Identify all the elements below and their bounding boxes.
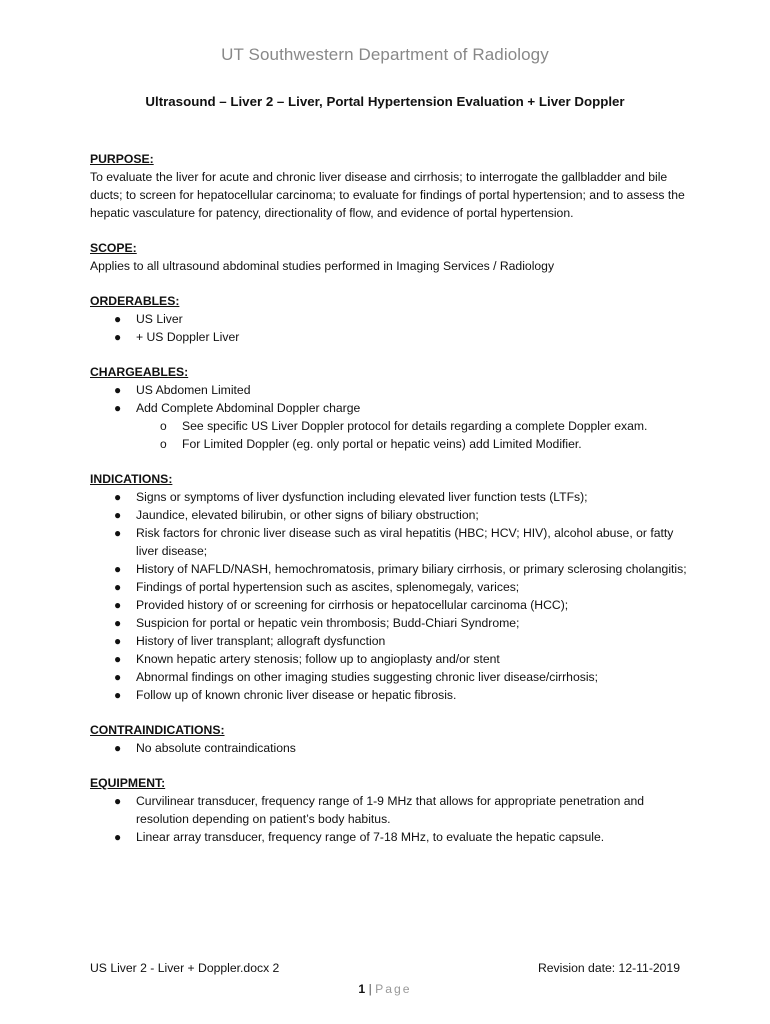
list-item bbox=[90, 399, 690, 453]
contraindications-heading: CONTRAINDICATIONS: bbox=[90, 723, 225, 737]
orderables-heading: ORDERABLES: bbox=[90, 294, 180, 308]
bullet-icon: ● bbox=[114, 830, 122, 844]
list-item bbox=[90, 614, 690, 632]
sublist-item bbox=[136, 417, 690, 435]
list-item-text: Risk factors for chronic liver disease such as viral hepatitis (HBC; HCV; HIV), alcohol abuse, or fatty liver disease; bbox=[136, 526, 674, 558]
list-item-text: Curvilinear transducer, frequency range of 1-9 MHz that allows for appropriate penetration and resolution depending on patient’s body habitus. bbox=[136, 794, 645, 826]
page-number-separator: | bbox=[368, 982, 372, 996]
page-label: Page bbox=[375, 982, 412, 996]
list-item-text: Follow up of known chronic liver disease or hepatic fibrosis. bbox=[136, 688, 457, 702]
list-item-text: Known hepatic artery stenosis; follow up to angioplasty and/or stent bbox=[136, 652, 500, 666]
bullet-icon: ● bbox=[114, 490, 122, 504]
list-item bbox=[90, 739, 690, 757]
sublist-item bbox=[136, 435, 690, 453]
purpose-heading: PURPOSE: bbox=[90, 152, 154, 166]
list-item bbox=[90, 668, 690, 686]
scope-section bbox=[90, 239, 690, 275]
indications-section bbox=[90, 470, 690, 704]
list-item-text: History of liver transplant; allograft dysfunction bbox=[136, 634, 386, 648]
page-number bbox=[0, 982, 770, 996]
document-body bbox=[90, 150, 690, 863]
bullet-icon: ● bbox=[114, 312, 122, 326]
bullet-icon: ● bbox=[114, 670, 122, 684]
list-item-text: US Liver bbox=[136, 312, 183, 326]
list-item bbox=[90, 381, 690, 399]
list-item-text: Signs or symptoms of liver dysfunction including elevated liver function tests (LTFs); bbox=[136, 490, 588, 504]
indications-list bbox=[90, 488, 690, 704]
list-item bbox=[90, 792, 690, 828]
sublist-item-text: For Limited Doppler (eg. only portal or hepatic veins) add Limited Modifier. bbox=[182, 437, 582, 451]
chargeables-section bbox=[90, 363, 690, 453]
chargeables-sublist bbox=[136, 417, 690, 453]
list-item-text: Provided history of or screening for cirrhosis or hepatocellular carcinoma (HCC); bbox=[136, 598, 569, 612]
scope-text: Applies to all ultrasound abdominal studies performed in Imaging Services / Radiology bbox=[90, 259, 555, 273]
purpose-text: To evaluate the liver for acute and chronic liver disease and cirrhosis; to interrogate the gallbladder and bile ducts; to screen for hepatocellular carcinoma; to evaluate for findings of portal hypertension; and to assess the hepatic vasculature for patency, directionality of flow, and evidence of portal hypertension. bbox=[90, 170, 685, 220]
list-item bbox=[90, 578, 690, 596]
chargeables-heading: CHARGEABLES: bbox=[90, 365, 189, 379]
bullet-icon: ● bbox=[114, 652, 122, 666]
department-header: UT Southwestern Department of Radiology bbox=[221, 45, 549, 64]
document-title: Ultrasound – Liver 2 – Liver, Portal Hypertension Evaluation + Liver Doppler bbox=[145, 94, 625, 109]
orderables-list bbox=[90, 310, 690, 346]
list-item bbox=[90, 686, 690, 704]
bullet-icon: ● bbox=[114, 526, 122, 540]
contraindications-list bbox=[90, 739, 690, 757]
bullet-icon: ● bbox=[114, 401, 122, 415]
list-item-text: Abnormal findings on other imaging studies suggesting chronic liver disease/cirrhosis; bbox=[136, 670, 599, 684]
scope-heading: SCOPE: bbox=[90, 241, 137, 255]
bullet-icon: ● bbox=[114, 634, 122, 648]
list-item-text: + US Doppler Liver bbox=[136, 330, 240, 344]
bullet-icon: ● bbox=[114, 794, 122, 808]
list-item-text: Add Complete Abdominal Doppler charge bbox=[136, 401, 361, 415]
list-item bbox=[90, 650, 690, 668]
bullet-icon: ● bbox=[114, 580, 122, 594]
bullet-icon: ● bbox=[114, 688, 122, 702]
list-item bbox=[90, 632, 690, 650]
list-item bbox=[90, 488, 690, 506]
list-item-text: Jaundice, elevated bilirubin, or other signs of biliary obstruction; bbox=[136, 508, 479, 522]
list-item bbox=[90, 560, 690, 578]
contraindications-section bbox=[90, 721, 690, 757]
list-item-text: History of NAFLD/NASH, hemochromatosis, primary biliary cirrhosis, or primary sclerosing cholangitis; bbox=[136, 562, 687, 576]
list-item bbox=[90, 828, 690, 846]
purpose-section bbox=[90, 150, 690, 222]
bullet-icon: ● bbox=[114, 616, 122, 630]
list-item-text: No absolute contraindications bbox=[136, 741, 296, 755]
footer-revision-date: Revision date: 12-11-2019 bbox=[537, 961, 680, 975]
list-item bbox=[90, 310, 690, 328]
footer-filename: US Liver 2 - Liver + Doppler.docx 2 bbox=[90, 961, 280, 975]
list-item-text: US Abdomen Limited bbox=[136, 383, 251, 397]
list-item bbox=[90, 524, 690, 560]
list-item bbox=[90, 328, 690, 346]
bullet-icon: ● bbox=[114, 508, 122, 522]
list-item-text: Linear array transducer, frequency range of 7-18 MHz, to evaluate the hepatic capsule. bbox=[136, 830, 605, 844]
list-item-text: Suspicion for portal or hepatic vein thrombosis; Budd-Chiari Syndrome; bbox=[136, 616, 520, 630]
list-item-text: Findings of portal hypertension such as ascites, splenomegaly, varices; bbox=[136, 580, 520, 594]
chargeables-list bbox=[90, 381, 690, 453]
equipment-list bbox=[90, 792, 690, 846]
list-item bbox=[90, 506, 690, 524]
equipment-heading: EQUIPMENT: bbox=[90, 776, 166, 790]
equipment-section bbox=[90, 774, 690, 846]
bullet-icon: ● bbox=[114, 598, 122, 612]
bullet-icon: ● bbox=[114, 330, 122, 344]
indications-heading: INDICATIONS: bbox=[90, 472, 173, 486]
hollow-bullet-icon: o bbox=[160, 437, 167, 451]
orderables-section bbox=[90, 292, 690, 346]
list-item bbox=[90, 596, 690, 614]
hollow-bullet-icon: o bbox=[160, 419, 167, 433]
page-number-value: 1 bbox=[358, 982, 366, 996]
sublist-item-text: See specific US Liver Doppler protocol for details regarding a complete Doppler exam. bbox=[182, 419, 648, 433]
bullet-icon: ● bbox=[114, 741, 122, 755]
bullet-icon: ● bbox=[114, 562, 122, 576]
bullet-icon: ● bbox=[114, 383, 122, 397]
